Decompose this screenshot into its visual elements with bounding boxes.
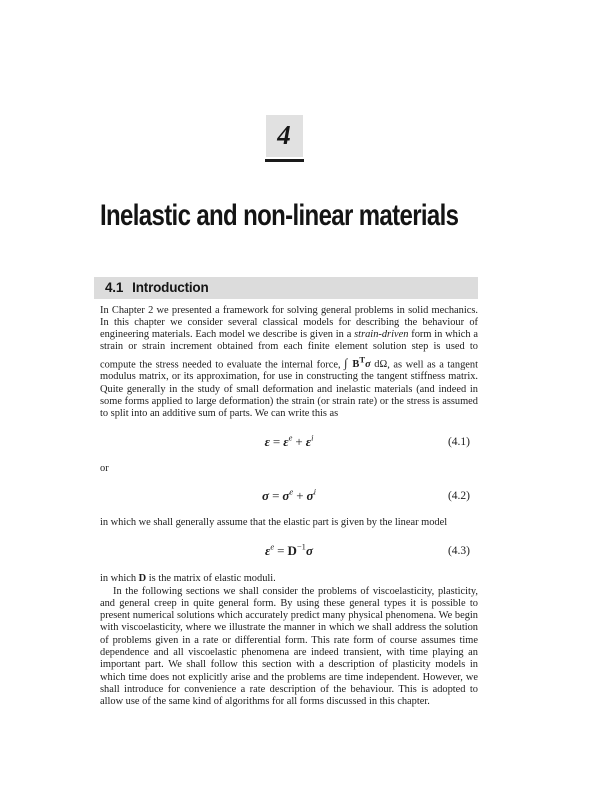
sigma-symbol: σ xyxy=(305,543,313,559)
eq-term: ε xyxy=(283,433,289,449)
superscript-i: i xyxy=(313,486,316,497)
chapter-number-badge xyxy=(266,115,303,157)
eq-lhs: σ xyxy=(262,487,270,503)
section-number: 4.1 xyxy=(105,280,124,295)
equation-body xyxy=(265,434,314,450)
matrix-D: D xyxy=(138,573,147,585)
paragraph-text: is the matrix of elastic moduli. xyxy=(146,573,276,585)
eq-term: σ xyxy=(282,487,290,503)
paragraph-linear-model: in which we shall generally assume that the elastic part is given by the linear model xyxy=(100,516,448,528)
superscript-inverse: −1 xyxy=(296,541,306,552)
emphasis-strain-driven: strain-driven xyxy=(354,329,409,341)
page-content xyxy=(100,0,478,709)
matrix-D: D xyxy=(287,543,297,559)
equation-4-1 xyxy=(100,434,478,450)
section-heading-banner xyxy=(94,277,478,299)
paragraph-elastic-moduli xyxy=(100,573,478,585)
eq-lhs: ε xyxy=(265,543,271,559)
superscript-e: e xyxy=(288,432,293,443)
paragraph-text: In Chapter 2 we presented a framework for solving general problems in solid mechanics. In this chapter we consider several classical models for describing the behaviour of engineering materials. Each model we describe is given in a xyxy=(100,304,478,341)
chapter-rule xyxy=(265,159,304,162)
equation-body xyxy=(262,488,316,504)
equals-sign: = xyxy=(277,543,285,559)
inline-math-internal-force xyxy=(344,354,388,371)
chapter-number: 4 xyxy=(277,119,291,150)
equation-number: (4.1) xyxy=(447,435,470,448)
d-omega: dΩ xyxy=(370,359,388,371)
equals-sign: = xyxy=(272,487,280,503)
matrix-B: B xyxy=(352,359,360,371)
equation-4-2 xyxy=(100,488,478,504)
superscript-i: i xyxy=(311,432,314,443)
eq-term: ε xyxy=(305,433,312,449)
plus-sign: + xyxy=(295,433,303,449)
equation-4-3 xyxy=(100,543,478,559)
integral-symbol: ∫ xyxy=(344,356,352,371)
superscript-T: T xyxy=(359,354,366,365)
connector-or: or xyxy=(100,462,109,474)
sigma-symbol: σ xyxy=(365,359,371,371)
eq-lhs: ε xyxy=(264,433,270,449)
paragraph-text: , as well as a tangent modulus matrix, or its approximation, for use in constructing the tangent stiffness matrix. Quite generally in the study of small deformation and inelastic materials (and indeed in some forms applied to large deformation) the strain (or strain rate) or the stress is assumed to split into an additive sum of parts. We can write this as xyxy=(100,359,478,420)
eq-term: σ xyxy=(306,487,314,503)
paragraph-intro-1 xyxy=(100,305,478,421)
section-title: Introduction xyxy=(132,280,209,295)
chapter-number-block xyxy=(95,115,473,162)
paragraph-text: form in which a strain or strain increment obtained from each finite element solution step is used to compute the stress needed to evaluate the internal force, xyxy=(100,329,478,371)
plus-sign: + xyxy=(296,487,304,503)
superscript-e: e xyxy=(270,541,275,552)
equation-number: (4.3) xyxy=(447,545,470,558)
equation-number: (4.2) xyxy=(447,489,470,502)
chapter-title: Inelastic and non-linear materials xyxy=(100,198,459,232)
superscript-e: e xyxy=(289,486,294,497)
paragraph-intro-2: In the following sections we shall consider the problems of viscoelasticity, plasticity, and general creep in quite general form. By using these general types it is possible to present numerical solutions which accurately predict many physical phenomena. We begin with viscoelasticity, where we illustrate the manner in which we shall address the solution of problems given in a rate or differential form. This rate form of course assumes time dependence and all viscoelastic phenomena are indeed transient, with time playing an important part. We shall follow this section with a description of plasticity models in which time does not explicitly arise and the problems are time independent. However, we shall introduce for convenience a rate description of the behaviour. This is adopted to allow use of the same kind of algorithms for all forms discussed in this chapter. xyxy=(100,585,478,708)
equals-sign: = xyxy=(272,433,281,449)
paragraph-text: in which xyxy=(100,573,139,585)
equation-body xyxy=(265,543,313,559)
